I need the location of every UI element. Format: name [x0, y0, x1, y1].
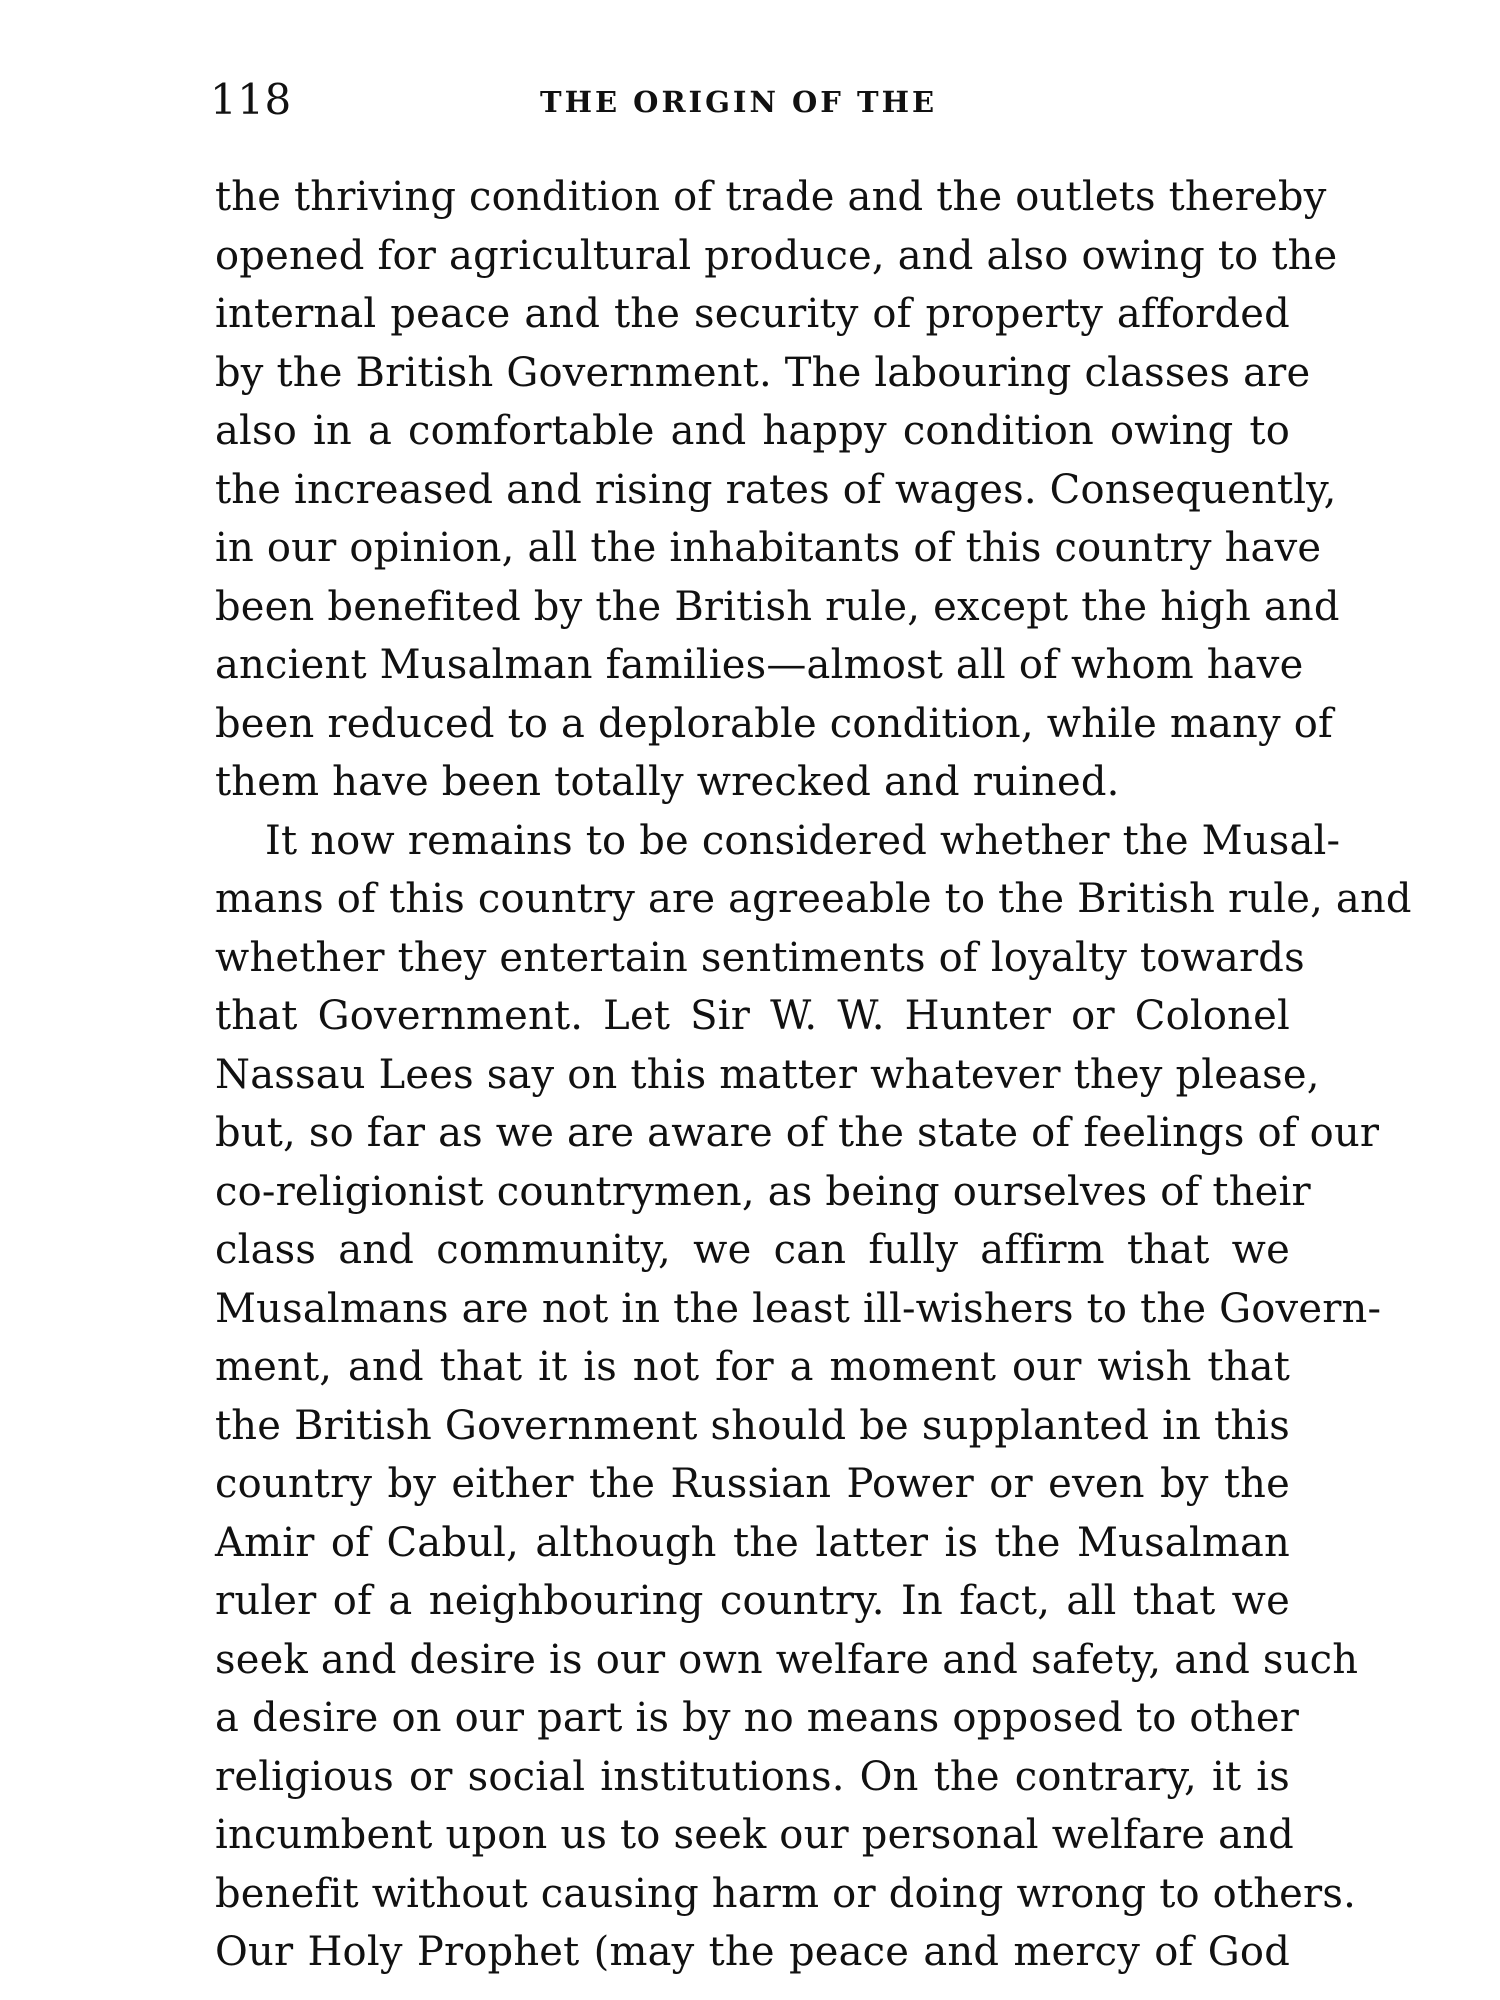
- body-text: [215, 168, 1412, 1982]
- paragraph-2-line: ment, and that it is not for a moment our wish that: [215, 1344, 1290, 1390]
- paragraph-1-line: by the British Government. The labouring classes are: [215, 349, 1311, 396]
- paragraph-2-line: ruler of a neighbouring country. In fact, all that we: [215, 1578, 1290, 1624]
- paragraph-2-line: seek and desire is our own welfare and safety, and such: [215, 1636, 1359, 1683]
- paragraph-2-line: the British Government should be supplanted in this: [215, 1402, 1290, 1449]
- paragraph-2-line: class and community, we can fully affirm that we: [215, 1227, 1290, 1273]
- paragraph-1-line: them have been totally wrecked and ruined.: [215, 759, 1120, 805]
- paragraph-2-line: Amir of Cabul, although the latter is the Musalman: [215, 1519, 1290, 1566]
- paragraph-2-line: religious or social institutions. On the contrary, it is: [215, 1753, 1290, 1800]
- paragraph-2-line: a desire on our part is by no means opposed to other: [215, 1695, 1300, 1741]
- paragraph-2-line: mans of this country are agreeable to the British rule, and: [215, 876, 1412, 922]
- paragraph-2-line: whether they entertain sentiments of loyalty towards: [215, 934, 1305, 981]
- paragraph-2-line: that Government. Let Sir W. W. Hunter or Colonel: [215, 993, 1290, 1039]
- paragraph-1-line: internal peace and the security of property afforded: [215, 291, 1290, 337]
- paragraph-2-line: co-religionist countrymen, as being ourselves of their: [215, 1168, 1311, 1215]
- page-number: 118: [210, 75, 292, 124]
- paragraph-2-line: It now remains to be considered whether the Musal-: [265, 817, 1341, 864]
- paragraph-1-line: ancient Musalman families—almost all of whom have: [215, 642, 1304, 688]
- paragraph-1-line: in our opinion, all the inhabitants of this country have: [215, 525, 1322, 571]
- page-header: [0, 70, 1500, 130]
- running-head: THE ORIGIN OF THE: [540, 85, 938, 119]
- paragraph-1-line: opened for agricultural produce, and also owing to the: [215, 232, 1338, 279]
- paragraph-1-line: also in a comfortable and happy condition owing to: [215, 408, 1290, 454]
- paragraph-2-line: Musalmans are not in the least ill-wishers to the Govern-: [215, 1285, 1382, 1332]
- paragraph-2-line: country by either the Russian Power or even by the: [215, 1461, 1290, 1507]
- paragraph-2-line: Nassau Lees say on this matter whatever they please,: [215, 1051, 1320, 1098]
- paragraph-2-line: Our Holy Prophet (may the peace and mercy of God: [215, 1929, 1290, 1975]
- paragraph-1-line: the increased and rising rates of wages. Consequently,: [215, 466, 1337, 513]
- paragraph-1-line: been reduced to a deplorable condition, while many of: [215, 700, 1334, 747]
- paragraph-2-line: benefit without causing harm or doing wrong to others.: [215, 1870, 1357, 1917]
- paragraph-2-line: but, so far as we are aware of the state of feelings of our: [215, 1110, 1380, 1156]
- paragraph-1-line: the thriving condition of trade and the outlets thereby: [215, 174, 1327, 220]
- paragraph-1-line: been benefited by the British rule, except the high and: [215, 583, 1340, 630]
- paragraph-2-line: incumbent upon us to seek our personal welfare and: [215, 1812, 1294, 1858]
